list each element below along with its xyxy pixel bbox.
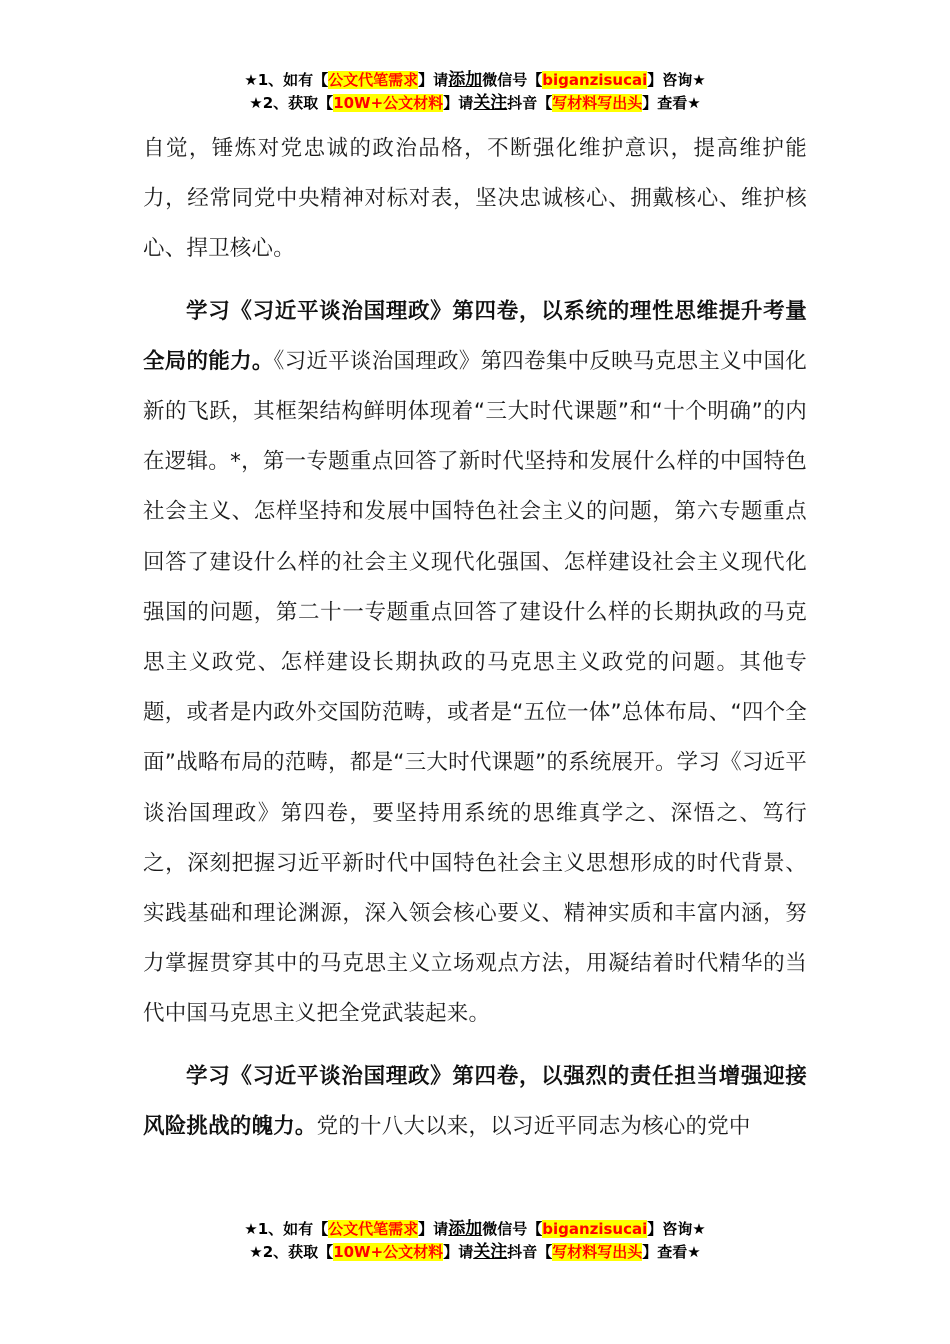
highlight-ghostwriting: 公文代笔需求 — [328, 71, 419, 89]
highlight-wechat-id: biganzisucai — [542, 71, 648, 89]
highlight-wechat-id: biganzisucai — [542, 1220, 648, 1238]
paragraph-3-text: 党的十八大以来，以习近平同志为核心的党中 — [316, 1113, 751, 1139]
banner-text: 】请 — [418, 1220, 449, 1238]
highlight-ghostwriting: 公文代笔需求 — [328, 1220, 419, 1238]
highlight-materials: 10W+公文材料 — [333, 1243, 444, 1261]
banner-text: 抖音【 — [507, 1243, 553, 1261]
banner-text: ★2、获取【 — [249, 94, 334, 112]
underline-add: 添加 — [448, 70, 483, 90]
banner-text: ★1、如有【 — [244, 1220, 329, 1238]
banner-text: 微信号【 — [482, 1220, 543, 1238]
banner-text: 】咨询★ — [647, 71, 706, 89]
banner-text: 抖音【 — [507, 94, 553, 112]
underline-follow: 关注 — [473, 1242, 508, 1262]
paragraph-3-heading: 学习《习近平谈治国理政》第四卷，以强烈的责任担当增强迎接风险挑战的魄力。 — [143, 1063, 807, 1139]
banner-text: 】请 — [418, 71, 449, 89]
banner-text: 】请 — [443, 94, 474, 112]
banner-text: ★1、如有【 — [244, 71, 329, 89]
article-body — [143, 124, 807, 1152]
highlight-douyin-account: 写材料写出头 — [552, 1243, 643, 1261]
banner-text: 】查看★ — [642, 94, 701, 112]
banner-line-2 — [0, 1241, 950, 1264]
paragraph-2 — [143, 287, 807, 1040]
banner-text: 】咨询★ — [647, 1220, 706, 1238]
paragraph-2-heading: 学习《习近平谈治国理政》第四卷，以系统的理性思维提升考量全局的能力。 — [143, 298, 807, 374]
highlight-douyin-account: 写材料写出头 — [552, 94, 643, 112]
banner-text: ★2、获取【 — [249, 1243, 334, 1261]
highlight-materials: 10W+公文材料 — [333, 94, 444, 112]
paragraph-3 — [143, 1052, 807, 1152]
banner-line-1 — [0, 1218, 950, 1241]
banner-line-1 — [0, 69, 950, 92]
header-banner — [0, 69, 950, 115]
underline-follow: 关注 — [473, 93, 508, 113]
banner-text: 微信号【 — [482, 71, 543, 89]
footer-banner — [0, 1218, 950, 1264]
underline-add: 添加 — [448, 1219, 483, 1239]
paragraph-2-text: 《习近平谈治国理政》第四卷集中反映马克思主义中国化新的飞跃，其框架结构鲜明体现着“三大时代课题”和“十个明确”的内在逻辑。*，第一专题重点回答了新时代坚持和发展什么样的中国特色社会主义、怎样坚持和发展中国特色社会主义的问题，第六专题重点回答了建设什么样的社会主义现代化强国、怎样建设社会主义现代化强国的问题，第二十一专题重点回答了建设什么样的长期执政的马克思主义政党、怎样建设长期执政的马克思主义政党的问题。其他专题，或者是内政外交国防范畴，或者是“五位一体”总体布局、“四个全面”战略布局的范畴，都是“三大时代课题”的系统展开。学习《习近平谈治国理政》第四卷，要坚持用系统的思维真学之、深悟之、笃行之，深刻把握习近平新时代中国特色社会主义思想形成的时代背景、实践基础和理论渊源，深入领会核心要义、精神实质和丰富内涵，努力掌握贯穿其中的马克思主义立场观点方法，用凝结着时代精华的当代中国马克思主义把全党武装起来。 — [143, 348, 807, 1027]
banner-text: 】查看★ — [642, 1243, 701, 1261]
banner-text: 】请 — [443, 1243, 474, 1261]
paragraph-1: 自觉，锤炼对党忠诚的政治品格，不断强化维护意识，提高维护能力，经常同党中央精神对标对表，坚决忠诚核心、拥戴核心、维护核心、捍卫核心。 — [143, 136, 807, 262]
banner-line-2 — [0, 92, 950, 115]
